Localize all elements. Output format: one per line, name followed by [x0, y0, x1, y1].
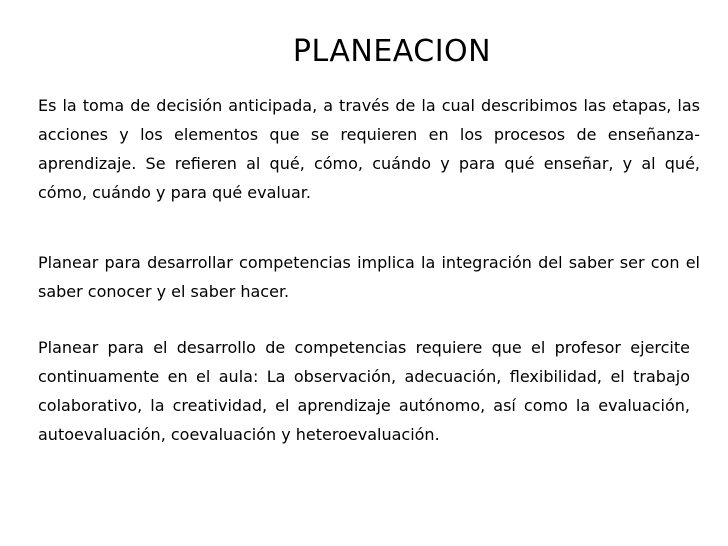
paragraph-definition: Es la toma de decisión anticipada, a través de la cual describimos las etapas, las acciones y los elementos que se requieren en los procesos de enseñanza-aprendizaje. Se refieren al qué, cómo, cuándo y para qué enseñar, y al qué, cómo, cuándo y para qué evaluar. — [38, 96, 700, 202]
slide-title: PLANEACION — [292, 34, 492, 69]
paragraph-competencies: Planear para desarrollar competencias implica la integración del saber ser con el saber conocer y el saber hacer. — [38, 253, 700, 301]
paragraph-teacher-requirements: Planear para el desarrollo de competencias requiere que el profesor ejercite continuamente en el aula: La observación, adecuación, flexibilidad, el trabajo colaborativo, la creatividad, el aprendizaje autónomo, así como la evaluación, autoevaluación, coevaluación y heteroevaluación. — [38, 338, 690, 444]
